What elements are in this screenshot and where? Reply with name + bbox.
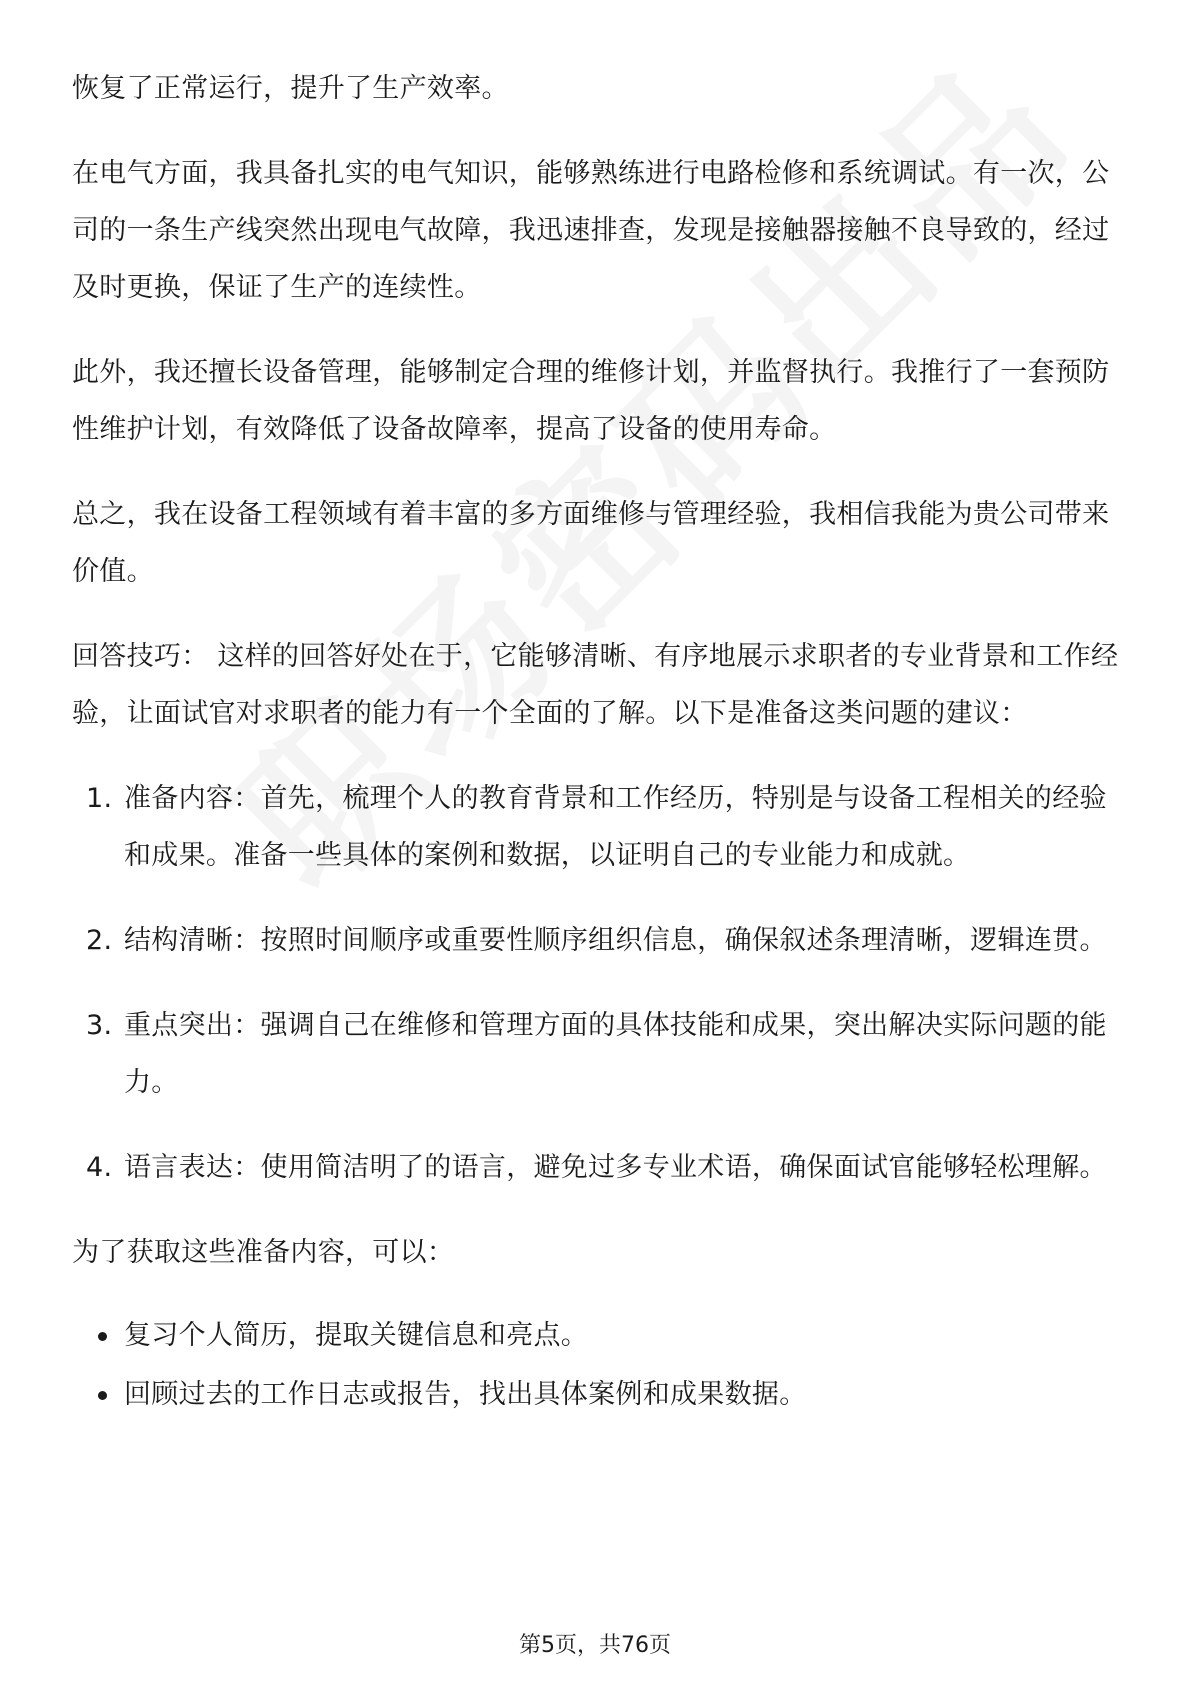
answer-tips-paragraph: 回答技巧： 这样的回答好处在于，它能够清晰、有序地展示求职者的专业背景和工作经验，让面试官对求职者的能力有一个全面的了解。以下是准备这类问题的建议： — [72, 641, 1119, 729]
preparation-steps-list — [72, 770, 1122, 1196]
list-item-text: 重点突出：强调自己在维修和管理方面的具体技能和成果，突出解决实际问题的能力。 — [124, 1010, 1107, 1098]
bullet-text: 回顾过去的工作日志或报告，找出具体案例和成果数据。 — [124, 1379, 807, 1410]
page-footer: 第5页，共76页 — [519, 1633, 671, 1658]
bullet-list — [72, 1307, 1122, 1423]
list-item — [72, 770, 1122, 884]
list-item — [72, 997, 1122, 1111]
bullet-dot-icon — [98, 1332, 107, 1341]
list-item — [72, 1139, 1122, 1196]
bullet-text: 复习个人简历，提取关键信息和亮点。 — [124, 1320, 589, 1351]
list-item-number: 4. — [86, 1152, 113, 1183]
bullets-intro: 为了获取这些准备内容，可以： — [72, 1237, 455, 1268]
list-item-text: 结构清晰：按照时间顺序或重要性顺序组织信息，确保叙述条理清晰，逻辑连贯。 — [124, 925, 1107, 956]
paragraph-1: 恢复了正常运行，提升了生产效率。 — [72, 73, 509, 104]
list-item-number: 2. — [86, 925, 113, 956]
bullet-dot-icon — [98, 1391, 107, 1400]
list-item-number: 3. — [86, 1010, 113, 1041]
paragraph-4: 总之，我在设备工程领域有着丰富的多方面维修与管理经验，我相信我能为贵公司带来价值。 — [72, 499, 1110, 587]
bullet-item — [72, 1366, 1122, 1423]
paragraph-2: 在电气方面，我具备扎实的电气知识，能够熟练进行电路检修和系统调试。有一次，公司的一条生产线突然出现电气故障，我迅速排查，发现是接触器接触不良导致的，经过及时更换，保证了生产的连续性。 — [72, 158, 1110, 303]
list-item-text: 语言表达：使用简洁明了的语言，避免过多专业术语，确保面试官能够轻松理解。 — [124, 1152, 1107, 1183]
list-item-text: 准备内容：首先，梳理个人的教育背景和工作经历，特别是与设备工程相关的经验和成果。准备一些具体的案例和数据，以证明自己的专业能力和成就。 — [124, 783, 1107, 871]
page-content — [72, 60, 1122, 1425]
paragraph-3: 此外，我还擅长设备管理，能够制定合理的维修计划，并监督执行。我推行了一套预防性维护计划，有效降低了设备故障率，提高了设备的使用寿命。 — [72, 357, 1110, 445]
list-item-number: 1. — [86, 783, 113, 814]
list-item — [72, 912, 1122, 969]
bullet-item — [72, 1307, 1122, 1364]
